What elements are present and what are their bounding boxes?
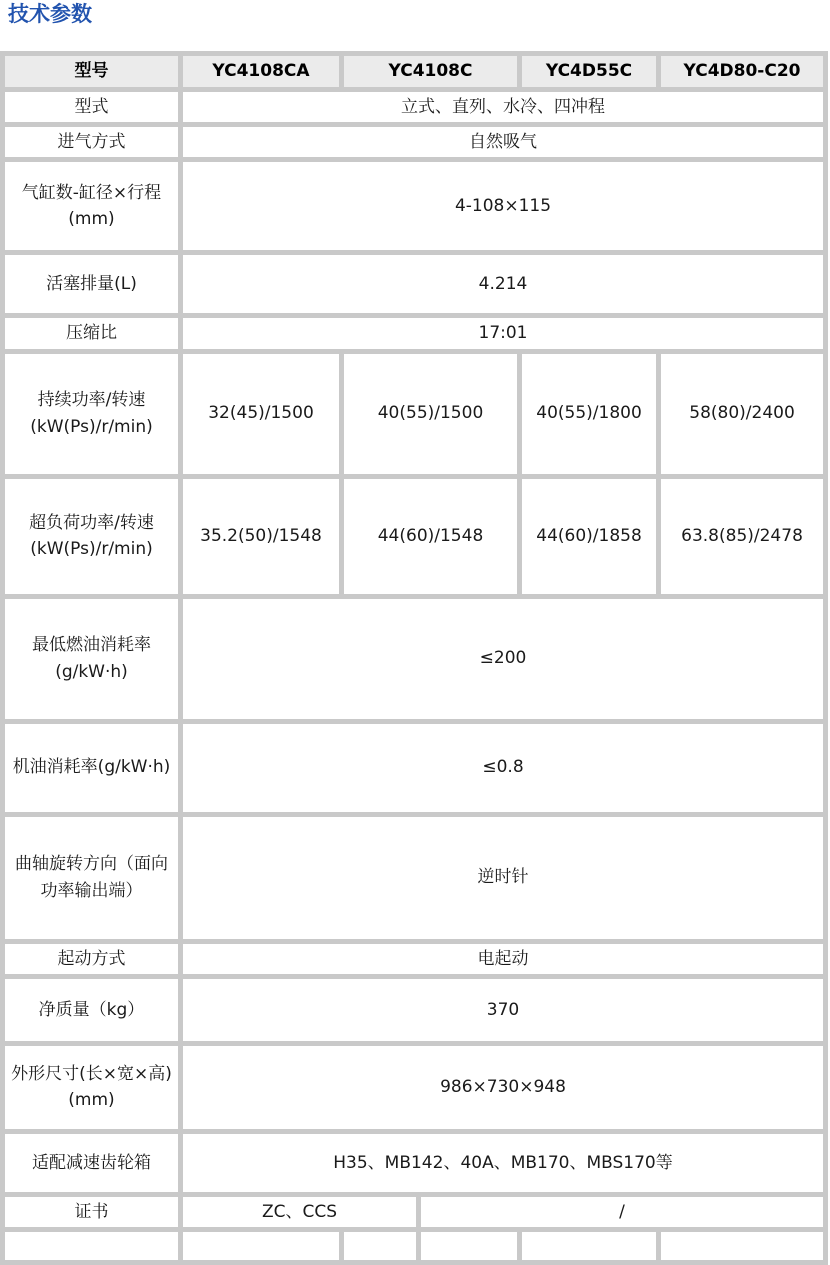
row-net-weight (5, 979, 823, 1041)
row-label: 最低燃油消耗率(g/kW·h) (5, 599, 178, 719)
row-value-yc4d55c: 44(60)/1858 (522, 479, 656, 594)
row-value: 电起动 (183, 944, 823, 974)
row-label: 机油消耗率(g/kW·h) (5, 724, 178, 812)
empty-cell (522, 1232, 656, 1260)
row-crankshaft-rotation (5, 817, 823, 939)
row-cylinders-bore-stroke (5, 162, 823, 250)
empty-cell (183, 1232, 339, 1260)
row-engine-type (5, 92, 823, 122)
row-label: 证书 (5, 1197, 178, 1227)
row-value: ≤0.8 (183, 724, 823, 812)
row-value: 4-108×115 (183, 162, 823, 250)
row-intake (5, 127, 823, 157)
row-overall-dimensions (5, 1046, 823, 1129)
row-label: 适配减速齿轮箱 (5, 1134, 178, 1192)
row-value-cert-right: / (421, 1197, 823, 1227)
row-value: H35、MB142、40A、MB170、MBS170等 (183, 1134, 823, 1192)
row-label: 气缸数-缸径×行程(mm) (5, 162, 178, 250)
row-value: 4.214 (183, 255, 823, 313)
row-empty (5, 1232, 823, 1260)
row-label: 持续功率/转速(kW(Ps)/r/min) (5, 354, 178, 474)
row-overload-power (5, 479, 823, 594)
row-value: ≤200 (183, 599, 823, 719)
empty-cell (421, 1232, 517, 1260)
header-model-yc4d80-c20: YC4D80-C20 (661, 56, 823, 86)
row-value-yc4d80-c20: 58(80)/2400 (661, 354, 823, 474)
row-label: 外形尺寸(长×宽×高)(mm) (5, 1046, 178, 1129)
row-value-yc4108ca: 35.2(50)/1548 (183, 479, 339, 594)
row-label: 超负荷功率/转速(kW(Ps)/r/min) (5, 479, 178, 594)
row-value: 自然吸气 (183, 127, 823, 157)
spec-page (0, 2, 830, 1265)
row-continuous-power (5, 354, 823, 474)
header-model-label: 型号 (5, 56, 178, 86)
row-min-fuel-consumption (5, 599, 823, 719)
row-label: 净质量（kg） (5, 979, 178, 1041)
row-label: 起动方式 (5, 944, 178, 974)
row-value: 逆时针 (183, 817, 823, 939)
row-oil-consumption (5, 724, 823, 812)
row-label: 活塞排量(L) (5, 255, 178, 313)
row-value: 370 (183, 979, 823, 1041)
row-value-cert-left: ZC、CCS (183, 1197, 416, 1227)
row-gearbox-match (5, 1134, 823, 1192)
spec-table (0, 51, 828, 1265)
row-compression-ratio (5, 318, 823, 348)
header-model-yc4108c: YC4108C (344, 56, 517, 86)
row-label: 压缩比 (5, 318, 178, 348)
empty-cell (344, 1232, 416, 1260)
row-value-yc4108c: 44(60)/1548 (344, 479, 517, 594)
row-value-yc4108ca: 32(45)/1500 (183, 354, 339, 474)
row-value-yc4d80-c20: 63.8(85)/2478 (661, 479, 823, 594)
row-certificate (5, 1197, 823, 1227)
row-starting-method (5, 944, 823, 974)
row-value: 986×730×948 (183, 1046, 823, 1129)
header-model-yc4d55c: YC4D55C (522, 56, 656, 86)
empty-cell (661, 1232, 823, 1260)
row-label: 型式 (5, 92, 178, 122)
row-value-yc4108c: 40(55)/1500 (344, 354, 517, 474)
empty-cell (5, 1232, 178, 1260)
row-value: 立式、直列、水冷、四冲程 (183, 92, 823, 122)
header-row (5, 56, 823, 86)
row-displacement (5, 255, 823, 313)
row-value: 17:01 (183, 318, 823, 348)
row-label: 进气方式 (5, 127, 178, 157)
page-title: 技术参数 (8, 2, 92, 26)
row-label: 曲轴旋转方向（面向功率输出端） (5, 817, 178, 939)
header-model-yc4108ca: YC4108CA (183, 56, 339, 86)
row-value-yc4d55c: 40(55)/1800 (522, 354, 656, 474)
